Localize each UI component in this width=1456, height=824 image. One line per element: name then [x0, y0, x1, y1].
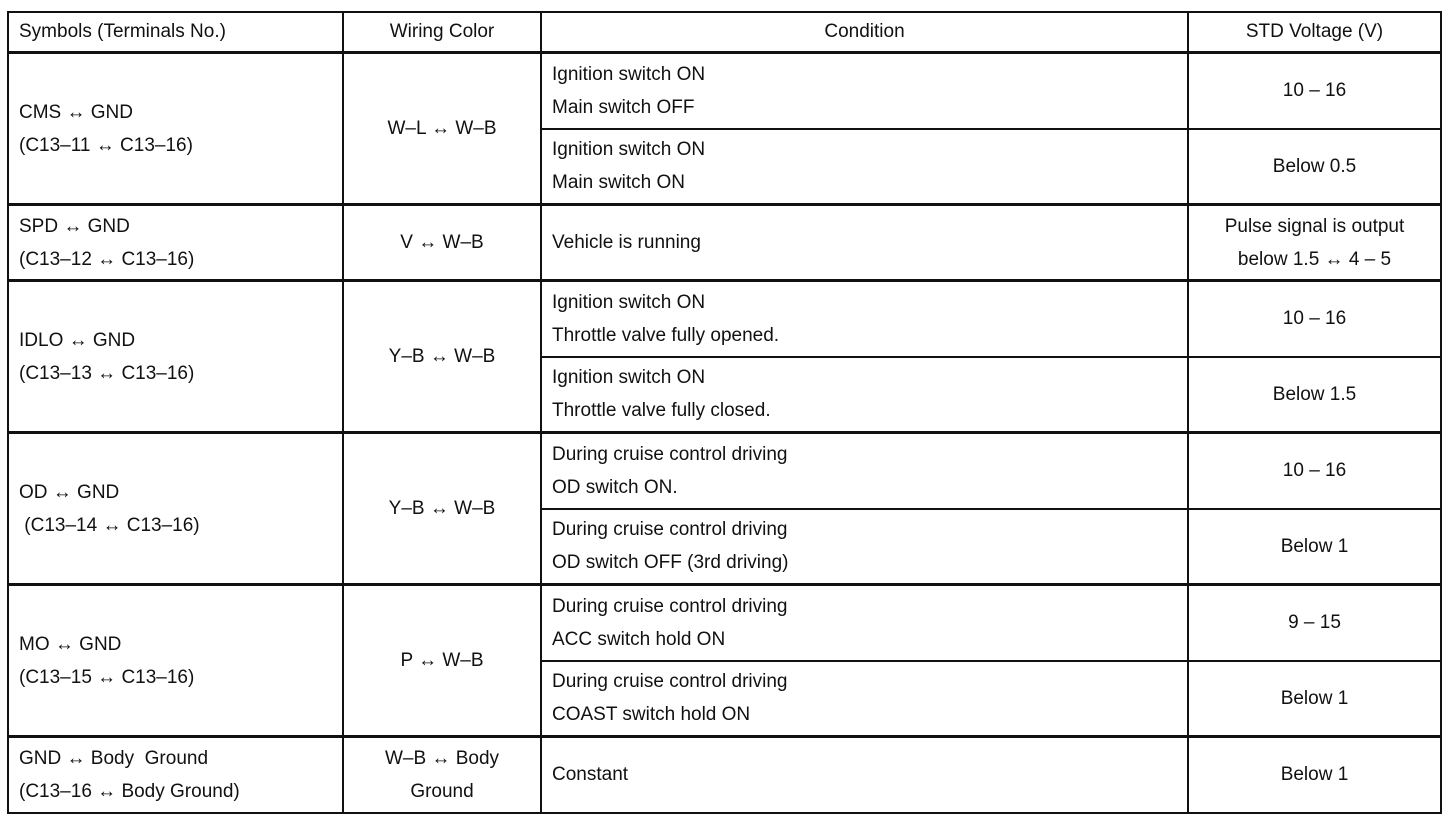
condition-line: During cruise control driving: [552, 519, 788, 541]
condition-cell: [541, 281, 1188, 357]
condition-line: During cruise control driving: [552, 595, 788, 617]
condition-cell: [541, 53, 1188, 129]
symbol-cell-idlo: [8, 281, 343, 433]
condition-line: Throttle valve fully closed.: [552, 400, 771, 422]
condition-cell: [541, 357, 1188, 433]
wiring-color: Ground: [410, 780, 474, 802]
symbol-terminals: (C13–12 ↔ C13–16): [19, 248, 195, 270]
wiring-color: W–L ↔ W–B: [387, 118, 497, 139]
symbol-cell-gnd: [8, 737, 343, 813]
condition-line: Main switch OFF: [552, 96, 695, 118]
symbol-cell-spd: [8, 205, 343, 281]
table-row-cms-1: [8, 53, 1441, 129]
header-std-voltage: STD Voltage (V): [1188, 12, 1441, 53]
wiring-color: Y–B ↔ W–B: [388, 346, 496, 367]
symbol-name: OD ↔ GND: [19, 481, 120, 503]
voltage-value: 10 – 16: [1282, 80, 1347, 102]
wiring-cell-mo: [343, 585, 541, 737]
wiring-color: P ↔ W–B: [400, 650, 484, 671]
symbol-terminals: (C13–11 ↔ C13–16): [19, 134, 193, 156]
table-row-spd: [8, 205, 1441, 281]
symbol-name: IDLO ↔ GND: [19, 329, 136, 351]
voltage-cell: [1188, 737, 1441, 813]
symbol-cell-mo: [8, 585, 343, 737]
table-row-od-1: [8, 433, 1441, 509]
header-condition: Condition: [541, 12, 1188, 53]
condition-line: OD switch ON.: [552, 476, 678, 498]
wiring-color: Y–B ↔ W–B: [388, 498, 496, 519]
condition-line: Ignition switch ON: [552, 139, 706, 161]
wiring-color: V ↔ W–B: [400, 232, 484, 253]
condition-cell: [541, 509, 1188, 585]
symbol-terminals: (C13–16 ↔ Body Ground): [19, 780, 240, 802]
table-row-mo-1: [8, 585, 1441, 661]
voltage-value: below 1.5 ↔ 4 – 5: [1237, 248, 1392, 270]
voltage-value: Below 1.5: [1272, 383, 1357, 405]
symbol-name: GND ↔ Body Ground: [19, 747, 209, 769]
table-header-row: [8, 12, 1441, 53]
symbol-terminals: (C13–14 ↔ C13–16): [19, 514, 200, 536]
wiring-cell-spd: [343, 205, 541, 281]
symbol-name: MO ↔ GND: [19, 633, 122, 655]
condition-cell: [541, 737, 1188, 813]
voltage-value: Pulse signal is output: [1224, 215, 1405, 237]
terminal-voltage-table: [7, 11, 1442, 814]
condition-line: Throttle valve fully opened.: [552, 324, 780, 346]
header-wiring-color: Wiring Color: [343, 12, 541, 53]
wiring-cell-cms: [343, 53, 541, 205]
symbol-terminals: (C13–13 ↔ C13–16): [19, 362, 195, 384]
condition-line: Ignition switch ON: [552, 63, 706, 85]
condition-line: OD switch OFF (3rd driving): [552, 552, 789, 574]
condition-line: Ignition switch ON: [552, 291, 706, 313]
symbol-cell-od: [8, 433, 343, 585]
condition-line: Vehicle is running: [552, 232, 701, 253]
wiring-cell-idlo: [343, 281, 541, 433]
symbol-name: CMS ↔ GND: [19, 101, 133, 123]
voltage-value: 10 – 16: [1282, 308, 1347, 330]
voltage-value: Below 1: [1280, 535, 1349, 557]
condition-line: Ignition switch ON: [552, 367, 706, 389]
table-row-gnd: [8, 737, 1441, 813]
voltage-value: Below 1: [1280, 764, 1349, 786]
condition-line: COAST switch hold ON: [552, 704, 751, 726]
voltage-value: Below 1: [1280, 687, 1349, 709]
header-symbols: Symbols (Terminals No.): [8, 12, 343, 53]
wiring-cell-od: [343, 433, 541, 585]
condition-line: During cruise control driving: [552, 443, 788, 465]
condition-cell: [541, 205, 1188, 281]
voltage-cell: [1188, 281, 1441, 357]
voltage-cell: [1188, 205, 1441, 281]
voltage-cell: [1188, 585, 1441, 661]
voltage-cell: [1188, 433, 1441, 509]
voltage-value: 10 – 16: [1282, 460, 1347, 482]
symbol-terminals: (C13–15 ↔ C13–16): [19, 666, 195, 688]
voltage-value: 9 – 15: [1288, 612, 1341, 634]
voltage-cell: [1188, 509, 1441, 585]
wiring-cell-gnd: [343, 737, 541, 813]
voltage-cell: [1188, 129, 1441, 205]
voltage-cell: [1188, 661, 1441, 737]
voltage-value: Below 0.5: [1272, 155, 1357, 177]
table-row-idlo-1: [8, 281, 1441, 357]
condition-cell: [541, 433, 1188, 509]
condition-line: During cruise control driving: [552, 671, 788, 693]
condition-line: ACC switch hold ON: [552, 628, 726, 650]
condition-cell: [541, 585, 1188, 661]
condition-cell: [541, 661, 1188, 737]
symbol-name: SPD ↔ GND: [19, 215, 130, 237]
condition-cell: [541, 129, 1188, 205]
condition-line: Main switch ON: [552, 172, 686, 194]
voltage-cell: [1188, 357, 1441, 433]
voltage-cell: [1188, 53, 1441, 129]
condition-line: Constant: [552, 764, 629, 786]
symbol-cell-cms: [8, 53, 343, 205]
wiring-color: W–B ↔ Body: [384, 747, 500, 769]
